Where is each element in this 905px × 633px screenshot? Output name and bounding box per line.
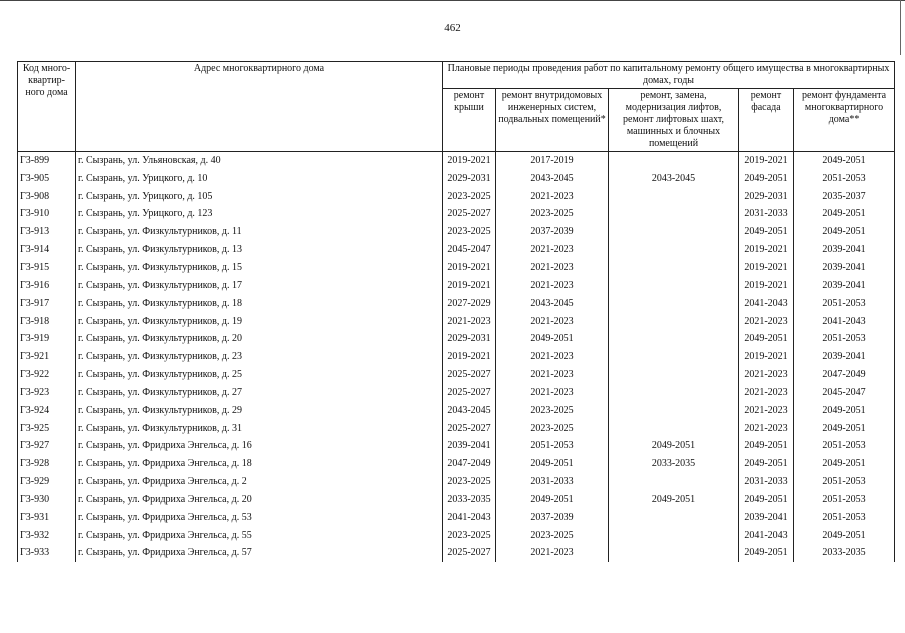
cell-foundation-period: 2039-2041 — [794, 348, 895, 366]
cell-foundation-period: 2039-2041 — [794, 277, 895, 295]
header-address: Адрес многоквартирного дома — [76, 62, 443, 152]
cell-address: г. Сызрань, ул. Ульяновская, д. 40 — [76, 152, 443, 170]
cell-address: г. Сызрань, ул. Физкультурников, д. 25 — [76, 366, 443, 384]
table-row — [18, 366, 895, 384]
cell-elevator-period — [609, 527, 739, 545]
cell-facade-period: 2021-2023 — [739, 313, 794, 331]
cell-roof-period: 2043-2045 — [443, 402, 496, 420]
cell-building-code: Г3-921 — [18, 348, 76, 366]
cell-elevator-period — [609, 223, 739, 241]
cell-roof-period: 2025-2027 — [443, 206, 496, 224]
table-row — [18, 384, 895, 402]
cell-roof-period: 2023-2025 — [443, 527, 496, 545]
cell-address: г. Сызрань, ул. Физкультурников, д. 31 — [76, 420, 443, 438]
cell-building-code: Г3-922 — [18, 366, 76, 384]
cell-building-code: Г3-924 — [18, 402, 76, 420]
cell-engineering-period: 2031-2033 — [496, 473, 609, 491]
cell-elevator-period — [609, 384, 739, 402]
cell-facade-period: 2019-2021 — [739, 259, 794, 277]
cell-elevator-period — [609, 348, 739, 366]
cell-building-code: Г3-931 — [18, 509, 76, 527]
cell-engineering-period: 2021-2023 — [496, 277, 609, 295]
cell-roof-period: 2025-2027 — [443, 384, 496, 402]
cell-roof-period: 2025-2027 — [443, 366, 496, 384]
cell-roof-period: 2019-2021 — [443, 277, 496, 295]
cell-engineering-period: 2021-2023 — [496, 545, 609, 563]
table-body — [18, 152, 895, 563]
cell-roof-period: 2033-2035 — [443, 491, 496, 509]
cell-engineering-period: 2021-2023 — [496, 313, 609, 331]
header-building-code: Код много-квартир-ного дома — [18, 62, 76, 152]
cell-address: г. Сызрань, ул. Фридриха Энгельса, д. 20 — [76, 491, 443, 509]
cell-engineering-period: 2023-2025 — [496, 527, 609, 545]
table-row — [18, 259, 895, 277]
cell-foundation-period: 2041-2043 — [794, 313, 895, 331]
cell-elevator-period — [609, 259, 739, 277]
cell-roof-period: 2041-2043 — [443, 509, 496, 527]
cell-facade-period: 2021-2023 — [739, 384, 794, 402]
cell-building-code: Г3-925 — [18, 420, 76, 438]
cell-building-code: Г3-914 — [18, 241, 76, 259]
cell-roof-period: 2019-2021 — [443, 152, 496, 170]
cell-address: г. Сызрань, ул. Физкультурников, д. 27 — [76, 384, 443, 402]
cell-foundation-period: 2033-2035 — [794, 545, 895, 563]
table-row — [18, 188, 895, 206]
cell-foundation-period: 2049-2051 — [794, 223, 895, 241]
cell-foundation-period: 2051-2053 — [794, 473, 895, 491]
cell-foundation-period: 2051-2053 — [794, 438, 895, 456]
cell-building-code: Г3-929 — [18, 473, 76, 491]
cell-address: г. Сызрань, ул. Фридриха Энгельса, д. 18 — [76, 455, 443, 473]
cell-elevator-period — [609, 152, 739, 170]
cell-elevator-period — [609, 295, 739, 313]
table-row — [18, 330, 895, 348]
header-planned-periods: Плановые периоды проведения работ по капитальному ремонту общего имущества в многоквартирных домах, годы — [443, 62, 895, 89]
cell-address: г. Сызрань, ул. Фридриха Энгельса, д. 57 — [76, 545, 443, 563]
cell-facade-period: 2019-2021 — [739, 241, 794, 259]
cell-elevator-period — [609, 330, 739, 348]
cell-engineering-period: 2021-2023 — [496, 384, 609, 402]
top-border-line — [0, 0, 905, 1]
header-facade-repair: ремонт фасада — [739, 89, 794, 152]
cell-address: г. Сызрань, ул. Физкультурников, д. 18 — [76, 295, 443, 313]
cell-address: г. Сызрань, ул. Физкультурников, д. 15 — [76, 259, 443, 277]
cell-elevator-period: 2049-2051 — [609, 491, 739, 509]
cell-roof-period: 2019-2021 — [443, 259, 496, 277]
cell-foundation-period: 2051-2053 — [794, 491, 895, 509]
cell-address: г. Сызрань, ул. Урицкого, д. 10 — [76, 170, 443, 188]
cell-address: г. Сызрань, ул. Физкультурников, д. 11 — [76, 223, 443, 241]
cell-roof-period: 2023-2025 — [443, 473, 496, 491]
cell-foundation-period: 2051-2053 — [794, 509, 895, 527]
cell-facade-period: 2029-2031 — [739, 188, 794, 206]
cell-elevator-period: 2049-2051 — [609, 438, 739, 456]
cell-engineering-period: 2037-2039 — [496, 223, 609, 241]
cell-facade-period: 2019-2021 — [739, 348, 794, 366]
cell-elevator-period: 2033-2035 — [609, 455, 739, 473]
table-row — [18, 206, 895, 224]
cell-engineering-period: 2021-2023 — [496, 259, 609, 277]
cell-roof-period: 2045-2047 — [443, 241, 496, 259]
cell-engineering-period: 2043-2045 — [496, 295, 609, 313]
cell-foundation-period: 2051-2053 — [794, 330, 895, 348]
cell-elevator-period: 2043-2045 — [609, 170, 739, 188]
cell-foundation-period: 2049-2051 — [794, 527, 895, 545]
cell-facade-period: 2031-2033 — [739, 473, 794, 491]
cell-address: г. Сызрань, ул. Физкультурников, д. 23 — [76, 348, 443, 366]
cell-elevator-period — [609, 277, 739, 295]
cell-roof-period: 2047-2049 — [443, 455, 496, 473]
cell-building-code: Г3-917 — [18, 295, 76, 313]
cell-roof-period: 2025-2027 — [443, 420, 496, 438]
cell-engineering-period: 2021-2023 — [496, 366, 609, 384]
cell-foundation-period: 2047-2049 — [794, 366, 895, 384]
table-row — [18, 241, 895, 259]
cell-roof-period: 2025-2027 — [443, 545, 496, 563]
cell-foundation-period: 2049-2051 — [794, 455, 895, 473]
cell-facade-period: 2041-2043 — [739, 295, 794, 313]
cell-elevator-period — [609, 509, 739, 527]
cell-elevator-period — [609, 402, 739, 420]
cell-roof-period: 2039-2041 — [443, 438, 496, 456]
cell-engineering-period: 2017-2019 — [496, 152, 609, 170]
cell-facade-period: 2049-2051 — [739, 438, 794, 456]
table-row — [18, 473, 895, 491]
cell-facade-period: 2049-2051 — [739, 491, 794, 509]
cell-roof-period: 2021-2023 — [443, 313, 496, 331]
capital-repair-schedule-table — [17, 61, 895, 562]
header-foundation-repair: ремонт фундамента многоквартирного дома** — [794, 89, 895, 152]
cell-engineering-period: 2021-2023 — [496, 348, 609, 366]
table-row — [18, 170, 895, 188]
cell-foundation-period: 2035-2037 — [794, 188, 895, 206]
cell-foundation-period: 2049-2051 — [794, 402, 895, 420]
cell-building-code: Г3-916 — [18, 277, 76, 295]
cell-building-code: Г3-928 — [18, 455, 76, 473]
cell-address: г. Сызрань, ул. Фридриха Энгельса, д. 53 — [76, 509, 443, 527]
cell-facade-period: 2041-2043 — [739, 527, 794, 545]
cell-address: г. Сызрань, ул. Урицкого, д. 123 — [76, 206, 443, 224]
cell-building-code: Г3-913 — [18, 223, 76, 241]
cell-building-code: Г3-927 — [18, 438, 76, 456]
cell-address: г. Сызрань, ул. Физкультурников, д. 29 — [76, 402, 443, 420]
cell-address: г. Сызрань, ул. Физкультурников, д. 19 — [76, 313, 443, 331]
cell-building-code: Г3-932 — [18, 527, 76, 545]
cell-elevator-period — [609, 206, 739, 224]
cell-building-code: Г3-905 — [18, 170, 76, 188]
cell-roof-period: 2029-2031 — [443, 170, 496, 188]
table-row — [18, 348, 895, 366]
cell-address: г. Сызрань, ул. Фридриха Энгельса, д. 2 — [76, 473, 443, 491]
table-row — [18, 277, 895, 295]
cell-building-code: Г3-933 — [18, 545, 76, 563]
cell-address: г. Сызрань, ул. Фридриха Энгельса, д. 16 — [76, 438, 443, 456]
header-roof-repair: ремонт крыши — [443, 89, 496, 152]
cell-foundation-period: 2039-2041 — [794, 241, 895, 259]
table-row — [18, 420, 895, 438]
cell-address: г. Сызрань, ул. Физкультурников, д. 20 — [76, 330, 443, 348]
cell-engineering-period: 2023-2025 — [496, 402, 609, 420]
table-row — [18, 455, 895, 473]
cell-facade-period: 2019-2021 — [739, 152, 794, 170]
cell-foundation-period: 2051-2053 — [794, 295, 895, 313]
cell-facade-period: 2021-2023 — [739, 366, 794, 384]
table-row — [18, 509, 895, 527]
cell-facade-period: 2039-2041 — [739, 509, 794, 527]
cell-facade-period: 2021-2023 — [739, 402, 794, 420]
cell-foundation-period: 2051-2053 — [794, 170, 895, 188]
cell-address: г. Сызрань, ул. Урицкого, д. 105 — [76, 188, 443, 206]
cell-foundation-period: 2049-2051 — [794, 206, 895, 224]
cell-elevator-period — [609, 473, 739, 491]
cell-engineering-period: 2043-2045 — [496, 170, 609, 188]
cell-elevator-period — [609, 241, 739, 259]
cell-facade-period: 2049-2051 — [739, 223, 794, 241]
cell-roof-period: 2029-2031 — [443, 330, 496, 348]
cell-foundation-period: 2049-2051 — [794, 152, 895, 170]
cell-building-code: Г3-908 — [18, 188, 76, 206]
cell-engineering-period: 2037-2039 — [496, 509, 609, 527]
table-row — [18, 402, 895, 420]
cell-engineering-period: 2051-2053 — [496, 438, 609, 456]
cell-foundation-period: 2039-2041 — [794, 259, 895, 277]
table-row — [18, 438, 895, 456]
cell-foundation-period: 2045-2047 — [794, 384, 895, 402]
cell-engineering-period: 2023-2025 — [496, 420, 609, 438]
cell-elevator-period — [609, 420, 739, 438]
cell-roof-period: 2023-2025 — [443, 188, 496, 206]
cell-building-code: Г3-910 — [18, 206, 76, 224]
cell-facade-period: 2049-2051 — [739, 170, 794, 188]
page-number: 462 — [444, 22, 461, 34]
cell-address: г. Сызрань, ул. Фридриха Энгельса, д. 55 — [76, 527, 443, 545]
table-header — [18, 62, 895, 152]
table-row — [18, 152, 895, 170]
cell-engineering-period: 2049-2051 — [496, 491, 609, 509]
cell-elevator-period — [609, 545, 739, 563]
cell-building-code: Г3-899 — [18, 152, 76, 170]
cell-facade-period: 2019-2021 — [739, 277, 794, 295]
cell-engineering-period: 2049-2051 — [496, 330, 609, 348]
cell-facade-period: 2049-2051 — [739, 545, 794, 563]
cell-engineering-period: 2021-2023 — [496, 188, 609, 206]
cell-engineering-period: 2021-2023 — [496, 241, 609, 259]
cell-facade-period: 2021-2023 — [739, 420, 794, 438]
cell-building-code: Г3-923 — [18, 384, 76, 402]
cell-elevator-period — [609, 313, 739, 331]
cell-address: г. Сызрань, ул. Физкультурников, д. 13 — [76, 241, 443, 259]
cell-roof-period: 2023-2025 — [443, 223, 496, 241]
cell-address: г. Сызрань, ул. Физкультурников, д. 17 — [76, 277, 443, 295]
cell-facade-period: 2031-2033 — [739, 206, 794, 224]
cell-roof-period: 2019-2021 — [443, 348, 496, 366]
cell-engineering-period: 2023-2025 — [496, 206, 609, 224]
table-row — [18, 313, 895, 331]
cell-facade-period: 2049-2051 — [739, 455, 794, 473]
header-engineering-repair: ремонт внутридомовых инженерных систем, подвальных помещений* — [496, 89, 609, 152]
cell-building-code: Г3-918 — [18, 313, 76, 331]
cell-building-code: Г3-930 — [18, 491, 76, 509]
header-elevator-repair: ремонт, замена, модернизация лифтов, ремонт лифтовых шахт, машинных и блочных помещений — [609, 89, 739, 152]
table-row — [18, 295, 895, 313]
table-row — [18, 527, 895, 545]
cell-foundation-period: 2049-2051 — [794, 420, 895, 438]
cell-facade-period: 2049-2051 — [739, 330, 794, 348]
cell-building-code: Г3-919 — [18, 330, 76, 348]
cell-building-code: Г3-915 — [18, 259, 76, 277]
cell-engineering-period: 2049-2051 — [496, 455, 609, 473]
cell-roof-period: 2027-2029 — [443, 295, 496, 313]
cell-elevator-period — [609, 366, 739, 384]
cell-elevator-period — [609, 188, 739, 206]
table-row — [18, 545, 895, 563]
table-row — [18, 223, 895, 241]
table-row — [18, 491, 895, 509]
